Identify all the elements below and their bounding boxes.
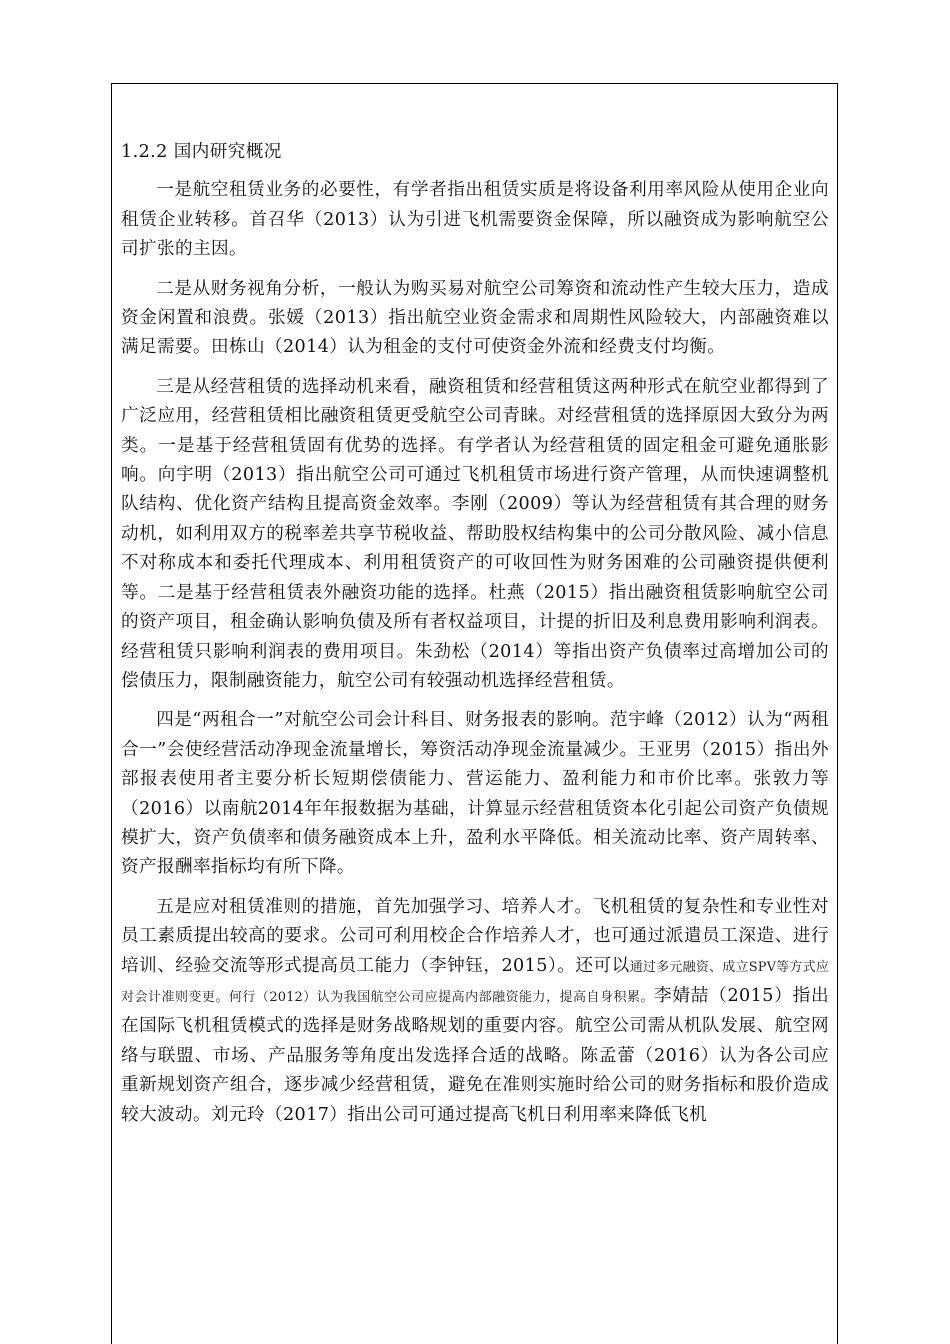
document-body	[121, 138, 829, 1140]
paragraph-two-lease-impact: 四是“两租合一”对航空公司会计科目、财务报表的影响。范宇峰（2012）认为“两租合一”会使经营活动净现金流量增长，筹资活动净现金流量减少。王亚男（2015）指出外部报表使用者主要分析长短期偿债能力、营运能力、盈利能力和市价比率。张敦力等（2016）以南航2014年年报数据为基础，计算显示经营租赁资本化引起公司资产负债规模扩大，资产负债率和债务融资成本上升，盈利水平降低。相关流动比率、资产周转率、资产报酬率指标均有所下降。	[121, 710, 829, 878]
paragraph-financial-view: 二是从财务视角分析，一般认为购买易对航空公司筹资和流动性产生较大压力，造成资金闲置和浪费。张媛（2013）指出航空业资金需求和周期性风险较大，内部融资难以满足需要。田栋山（2014）认为租金的支付可使资金外流和经费支付均衡。	[121, 278, 829, 358]
paragraph-countermeasures-part1: 五是应对租赁准则的措施，首先加强学习、培养人才。飞机租赁的复杂性和专业性对员工素质提出较高的要求。公司可利用校企合作培养人才，也可通过派遣员工深造、进行培训、经验交流等形式提高员工能力（李钟钰，2015）。还可以	[121, 896, 829, 976]
paragraph-lease-motivation: 三是从经营租赁的选择动机来看，融资租赁和经营租赁这两种形式在航空业都得到了广泛应用，经营租赁相比融资租赁更受航空公司青睐。对经营租赁的选择原因大致分为两类。一是基于经营租赁固有优势的选择。有学者认为经营租赁的固定租金可避免通胀影响。向宇明（2013）指出航空公司可通过飞机租赁市场进行资产管理，从而快速调整机队结构、优化资产结构且提高资金效率。李刚（2009）等认为经营租赁有其合理的财务动机，如利用双方的税率差共享节税收益、帮助股权结构集中的公司分散风险、减小信息不对称成本和委托代理成本、利用租赁资产的可收回性为财务困难的公司融资提供便利等。二是基于经营租赁表外融资功能的选择。杜燕（2015）指出融资租赁影响航空公司的资产项目，租金确认影响负债及所有者权益项目，计提的折旧及利息费用影响利润表。经营租赁只影响利润表的费用项目。朱劲松（2014）等指出资产负债率过高增加公司的偿债压力，限制融资能力，航空公司有较强动机选择经营租赁。	[121, 376, 829, 691]
paragraph-countermeasures-small-text: 通过多元融资、成立SPV等方式应对会计准则变更。何行（2012）认为我国航空公司应提高内部融资能力，提高自身积累。	[121, 959, 829, 1005]
section-heading: 1.2.2 国内研究概况	[121, 142, 282, 162]
paragraph-necessity: 一是航空租赁业务的必要性，有学者指出租赁实质是将设备利用率风险从使用企业向租赁企业转移。首召华（2013）认为引进飞机需要资金保障，所以融资成为影响航空公司扩张的主因。	[121, 180, 829, 260]
paragraph-countermeasures-part2: 李婧喆（2015）指出在国际飞机租赁模式的选择是财务战略规划的重要内容。航空公司需从机队发展、航空网络与联盟、市场、产品服务等角度出发选择合适的战略。陈孟蕾（2016）认为各公司应重新规划资产组合，逐步减少经营租赁，避免在准则实施时给公司的财务指标和股价造成较大波动。刘元玲（2017）指出公司可通过提高飞机日利用率来降低飞机	[121, 985, 829, 1125]
paragraph-countermeasures	[121, 893, 829, 1130]
